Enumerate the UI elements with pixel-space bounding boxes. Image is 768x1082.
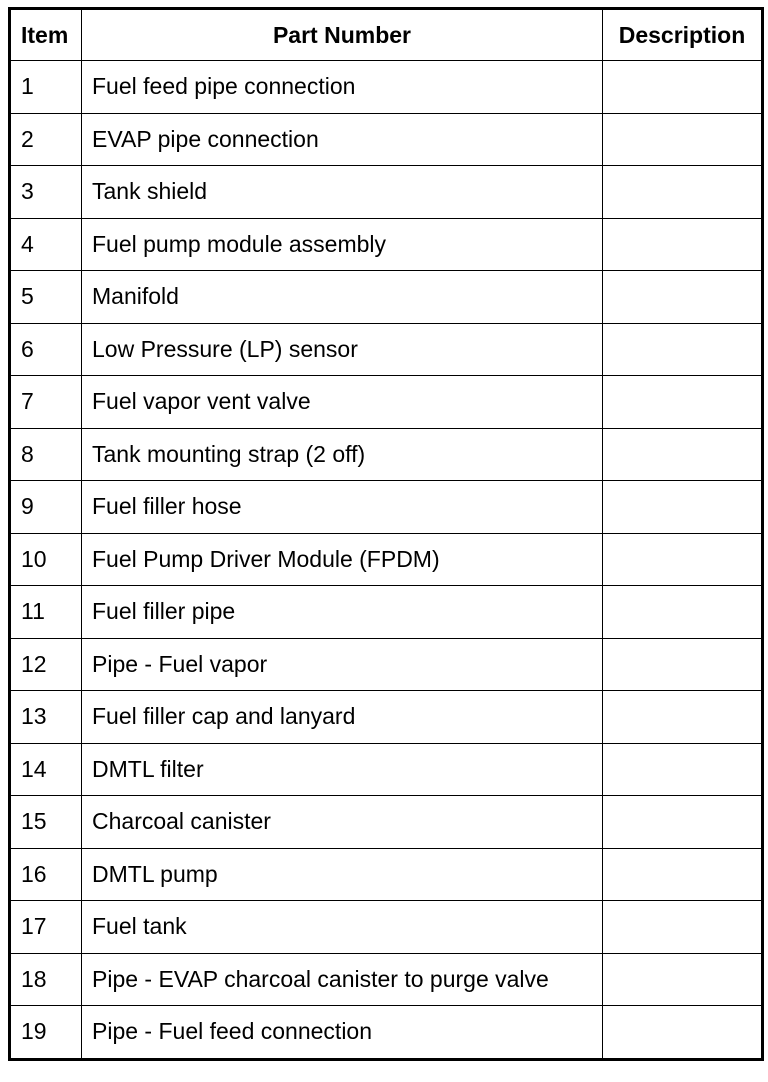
item-cell: 6 <box>10 323 82 376</box>
description-cell <box>603 376 763 429</box>
item-cell: 9 <box>10 481 82 534</box>
description-cell <box>603 901 763 954</box>
item-cell: 1 <box>10 61 82 114</box>
header-item: Item <box>10 9 82 61</box>
table-row <box>10 481 763 534</box>
table-row <box>10 586 763 639</box>
table-row <box>10 428 763 481</box>
description-cell <box>603 271 763 324</box>
table-row <box>10 691 763 744</box>
item-cell: 11 <box>10 586 82 639</box>
table-row <box>10 271 763 324</box>
table-row <box>10 323 763 376</box>
description-cell <box>603 323 763 376</box>
part-cell: EVAP pipe connection <box>82 113 603 166</box>
description-cell <box>603 218 763 271</box>
description-cell <box>603 796 763 849</box>
item-cell: 15 <box>10 796 82 849</box>
description-cell <box>603 428 763 481</box>
parts-table <box>8 7 764 1061</box>
description-cell <box>603 743 763 796</box>
item-cell: 19 <box>10 1006 82 1060</box>
part-cell: Fuel Pump Driver Module (FPDM) <box>82 533 603 586</box>
description-cell <box>603 691 763 744</box>
description-cell <box>603 1006 763 1060</box>
part-cell: Charcoal canister <box>82 796 603 849</box>
table-row <box>10 1006 763 1060</box>
table-row <box>10 796 763 849</box>
description-cell <box>603 848 763 901</box>
part-cell: Fuel pump module assembly <box>82 218 603 271</box>
item-cell: 5 <box>10 271 82 324</box>
item-cell: 12 <box>10 638 82 691</box>
table-row <box>10 113 763 166</box>
item-cell: 10 <box>10 533 82 586</box>
part-cell: DMTL filter <box>82 743 603 796</box>
description-cell <box>603 638 763 691</box>
part-cell: Manifold <box>82 271 603 324</box>
part-cell: Fuel vapor vent valve <box>82 376 603 429</box>
part-cell: Tank mounting strap (2 off) <box>82 428 603 481</box>
item-cell: 2 <box>10 113 82 166</box>
item-cell: 16 <box>10 848 82 901</box>
item-cell: 17 <box>10 901 82 954</box>
item-cell: 18 <box>10 953 82 1006</box>
description-cell <box>603 533 763 586</box>
table-row <box>10 218 763 271</box>
part-cell: Low Pressure (LP) sensor <box>82 323 603 376</box>
part-cell: Fuel tank <box>82 901 603 954</box>
table-row <box>10 166 763 219</box>
description-cell <box>603 166 763 219</box>
description-cell <box>603 953 763 1006</box>
header-row <box>10 9 763 61</box>
item-cell: 13 <box>10 691 82 744</box>
table-row <box>10 376 763 429</box>
part-cell: Fuel filler hose <box>82 481 603 534</box>
table-row <box>10 743 763 796</box>
part-cell: Pipe - EVAP charcoal canister to purge valve <box>82 953 603 1006</box>
item-cell: 4 <box>10 218 82 271</box>
description-cell <box>603 61 763 114</box>
part-cell: Fuel filler cap and lanyard <box>82 691 603 744</box>
table-row <box>10 848 763 901</box>
part-cell: Tank shield <box>82 166 603 219</box>
table-row <box>10 638 763 691</box>
item-cell: 3 <box>10 166 82 219</box>
table-row <box>10 953 763 1006</box>
description-cell <box>603 586 763 639</box>
header-description: Description <box>603 9 763 61</box>
description-cell <box>603 113 763 166</box>
part-cell: Fuel filler pipe <box>82 586 603 639</box>
part-cell: Pipe - Fuel feed connection <box>82 1006 603 1060</box>
part-cell: DMTL pump <box>82 848 603 901</box>
item-cell: 8 <box>10 428 82 481</box>
table-body <box>10 61 763 1060</box>
table-row <box>10 61 763 114</box>
table-row <box>10 901 763 954</box>
item-cell: 14 <box>10 743 82 796</box>
header-part-number: Part Number <box>82 9 603 61</box>
table-row <box>10 533 763 586</box>
part-cell: Fuel feed pipe connection <box>82 61 603 114</box>
part-cell: Pipe - Fuel vapor <box>82 638 603 691</box>
description-cell <box>603 481 763 534</box>
item-cell: 7 <box>10 376 82 429</box>
